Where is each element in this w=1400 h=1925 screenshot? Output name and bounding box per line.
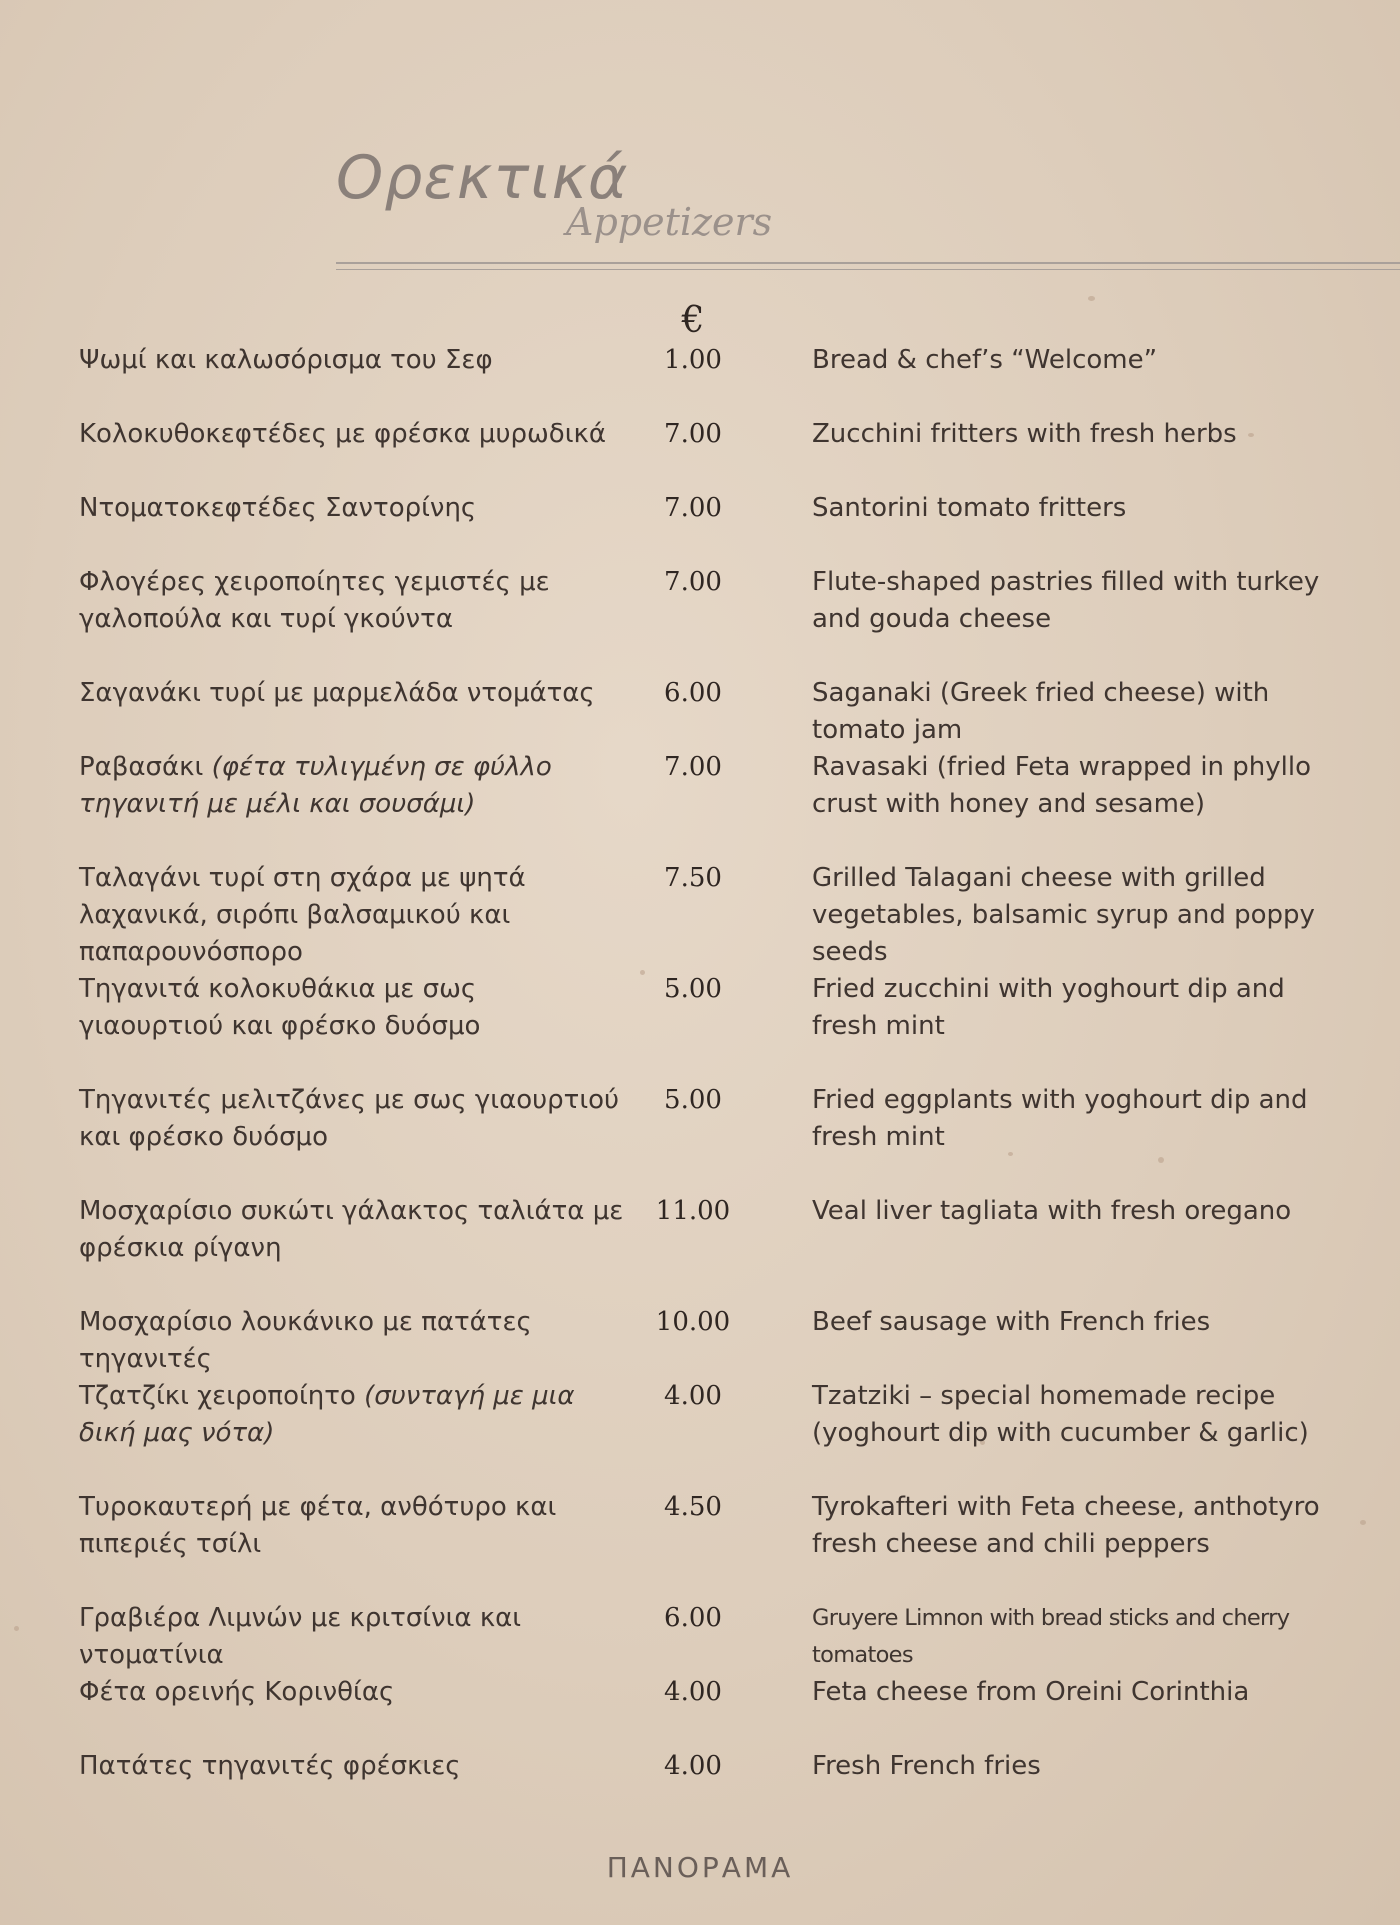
item-name-english: Ravasaki (fried Feta wrapped in phyllo crust with honey and sesame) — [812, 752, 1312, 819]
header-divider-thin — [336, 269, 1400, 270]
paper-speck — [14, 1626, 19, 1631]
item-price: 1.00 — [664, 345, 722, 375]
item-name-english: Fried eggplants with yoghourt dip and fresh mint — [812, 1085, 1308, 1152]
item-name-greek: Γραβιέρα Λιμνών με κριτσίνια και ντοματίνια — [79, 1603, 522, 1670]
item-note-greek: (συνταγή με μια δική μας νότα) — [79, 1381, 575, 1448]
item-price: 4.00 — [664, 1381, 722, 1411]
item-name-greek: Μοσχαρίσιο λουκάνικο με πατάτες τηγανιτές — [79, 1307, 532, 1374]
paper-speck — [1088, 296, 1095, 301]
item-name-greek: Τζατζίκι χειροποίητο (συνταγή με μια δική μας νότα) — [79, 1381, 575, 1448]
page-title-english: Appetizers — [566, 200, 773, 244]
paper-speck — [1158, 1157, 1164, 1163]
paper-speck — [1360, 1520, 1366, 1525]
item-name-greek: Σαγανάκι τυρί με μαρμελάδα ντομάτας — [79, 678, 595, 708]
item-name-greek: Φέτα ορεινής Κορινθίας — [79, 1677, 395, 1707]
item-name-greek: Τηγανιτές μελιτζάνες με σως γιαουρτιού και φρέσκο δυόσμο — [79, 1085, 620, 1152]
item-price: 7.00 — [664, 752, 722, 782]
item-name-english: Gruyere Limnon with bread sticks and cherry tomatoes — [812, 1605, 1290, 1668]
item-price: 7.00 — [664, 493, 722, 523]
item-price: 7.00 — [664, 567, 722, 597]
item-name-english: Bread & chef’s “Welcome” — [812, 345, 1158, 375]
currency-symbol: € — [681, 300, 705, 341]
item-name-english: Tyrokafteri with Feta cheese, anthotyro fresh cheese and chili peppers — [812, 1492, 1320, 1559]
item-name-greek: Ταλαγάνι τυρί στη σχάρα με ψητά λαχανικά, σιρόπι βαλσαμικού και παπαρουνόσπορο — [79, 863, 526, 967]
item-price: 5.00 — [664, 974, 722, 1004]
item-name-english: Grilled Talagani cheese with grilled vegetables, balsamic syrup and poppy seeds — [812, 863, 1315, 967]
item-price: 5.00 — [664, 1085, 722, 1115]
item-name-greek: Ραβασάκι (φέτα τυλιγμένη σε φύλλο τηγανιτή με μέλι και σουσάμι) — [79, 752, 552, 819]
item-price: 6.00 — [664, 1603, 722, 1633]
item-price: 11.00 — [655, 1196, 731, 1226]
item-name-english: Flute-shaped pastries filled with turkey and gouda cheese — [812, 567, 1320, 634]
item-price: 6.00 — [664, 678, 722, 708]
item-name-english: Feta cheese from Oreini Corinthia — [812, 1677, 1250, 1707]
item-name-english: Saganaki (Greek fried cheese) with tomato jam — [812, 678, 1270, 745]
item-name-greek: Πατάτες τηγανιτές φρέσκιες — [79, 1751, 461, 1781]
item-name-english: Tzatziki – special homemade recipe (yoghourt dip with cucumber & garlic) — [812, 1381, 1309, 1448]
item-name-greek: Τηγανιτά κολοκυθάκια με σως γιαουρτιού και φρέσκο δυόσμο — [79, 974, 481, 1041]
page-title-greek: Ορεκτικά — [336, 143, 629, 213]
item-name-greek: Κολοκυθοκεφτέδες με φρέσκα μυρωδικά — [79, 419, 606, 449]
item-price: 7.50 — [664, 863, 722, 893]
header-divider — [336, 262, 1400, 264]
item-name-english: Veal liver tagliata with fresh oregano — [812, 1196, 1292, 1226]
item-name-greek: Φλογέρες χειροποίητες γεμιστές με γαλοπούλα και τυρί γκούντα — [79, 567, 550, 634]
item-price: 7.00 — [664, 419, 722, 449]
item-name-greek: Ντοματοκεφτέδες Σαντορίνης — [79, 493, 477, 523]
item-name-english: Santorini tomato fritters — [812, 493, 1127, 523]
item-name-english: Zucchini fritters with fresh herbs — [812, 419, 1237, 449]
item-name-greek: Μοσχαρίσιο συκώτι γάλακτος ταλιάτα με φρέσκια ρίγανη — [79, 1196, 624, 1263]
footer-brand: ΠΑΝΟΡΑΜΑ — [606, 1851, 794, 1884]
item-price: 10.00 — [655, 1307, 731, 1337]
item-name-english: Beef sausage with French fries — [812, 1307, 1211, 1337]
item-price: 4.00 — [664, 1677, 722, 1707]
item-price: 4.00 — [664, 1751, 722, 1781]
item-note-greek: (φέτα τυλιγμένη σε φύλλο τηγανιτή με μέλι και σουσάμι) — [79, 752, 552, 819]
item-name-greek: Ψωμί και καλωσόρισμα του Σεφ — [79, 345, 493, 375]
item-price: 4.50 — [664, 1492, 722, 1522]
item-name-english: Fried zucchini with yoghourt dip and fresh mint — [812, 974, 1285, 1041]
item-name-english: Fresh French fries — [812, 1751, 1041, 1781]
item-name-greek: Τυροκαυτερή με φέτα, ανθότυρο και πιπεριές τσίλι — [79, 1492, 557, 1559]
